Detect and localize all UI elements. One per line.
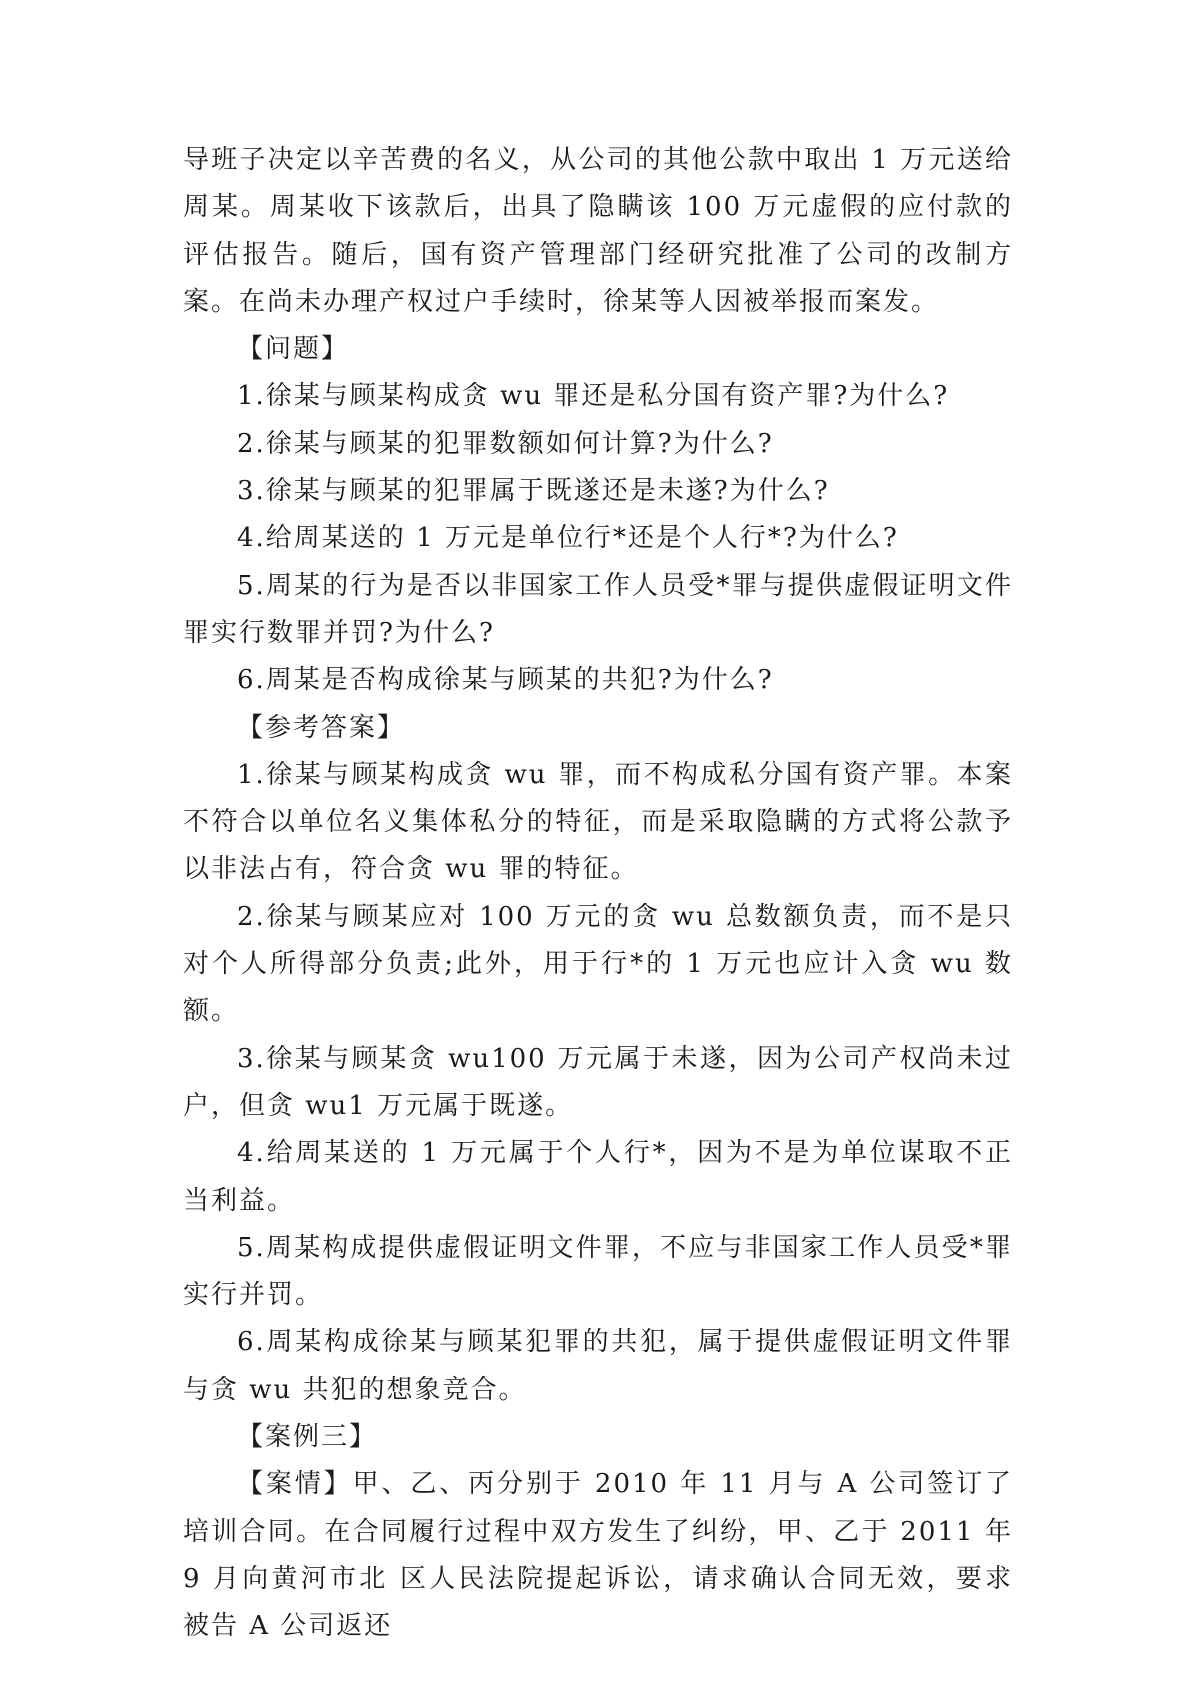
answer-2: 2.徐某与顾某应对 100 万元的贪 wu 总数额负责，而不是只对个人所得部分负责;此外，用于行*的 1 万元也应计入贪 wu 数额。 — [183, 901, 1013, 1027]
question-1: 1.徐某与顾某构成贪 wu 罪还是私分国有资产罪?为什么? — [237, 381, 950, 412]
question-5: 5.周某的行为是否以非国家工作人员受*罪与提供虚假证明文件罪实行数罪并罚?为什么? — [183, 570, 1013, 648]
heading-reference-answers: 【参考答案】 — [237, 712, 406, 743]
answer-6: 6.周某构成徐某与顾某犯罪的共犯，属于提供虚假证明文件罪与贪 wu 共犯的想象竞合。 — [183, 1327, 1013, 1405]
answer-5: 5.周某构成提供虚假证明文件罪，不应与非国家工作人员受*罪实行并罚。 — [183, 1232, 1013, 1311]
heading-questions: 【问题】 — [237, 334, 350, 365]
document-body — [183, 137, 1013, 1651]
question-6: 6.周某是否构成徐某与顾某的共犯?为什么? — [237, 665, 774, 696]
answer-1: 1.徐某与顾某构成贪 wu 罪，而不构成私分国有资产罪。本案不符合以单位名义集体私分的特征，而是采取隐瞒的方式将公款予以非法占有，符合贪 wu 罪的特征。 — [183, 759, 1013, 885]
answer-4: 4.给周某送的 1 万元属于个人行*，因为不是为单位谋取不正当利益。 — [183, 1138, 1013, 1216]
question-3: 3.徐某与顾某的犯罪属于既遂还是未遂?为什么? — [237, 476, 830, 507]
question-2: 2.徐某与顾某的犯罪数额如何计算?为什么? — [237, 428, 774, 459]
answer-3: 3.徐某与顾某贪 wu100 万元属于未遂，因为公司产权尚未过户，但贪 wu1 万元属于既遂。 — [183, 1043, 1013, 1121]
heading-case-three: 【案例三】 — [237, 1422, 378, 1453]
paragraph-case-continuation: 导班子决定以辛苦费的名义，从公司的其他公款中取出 1 万元送给周某。周某收下该款后，出具了隐瞒该 100 万元虚假的应付款的评估报告。随后，国有资产管理部门经研究批准了公司的改制方案。在尚未办理产权过户手续时，徐某等人因被举报而案发。 — [183, 145, 1013, 317]
question-4: 4.给周某送的 1 万元是单位行*还是个人行*?为什么? — [237, 523, 899, 554]
paragraph-case-facts: 【案情】甲、乙、丙分别于 2010 年 11 月与 A 公司签订了培训合同。在合同履行过程中双方发生了纠纷，甲、乙于 2011 年 9 月向黄河市北 区人民法院提起诉讼，请求确认合同无效，要求 被告 A 公司返还 — [183, 1469, 1013, 1642]
